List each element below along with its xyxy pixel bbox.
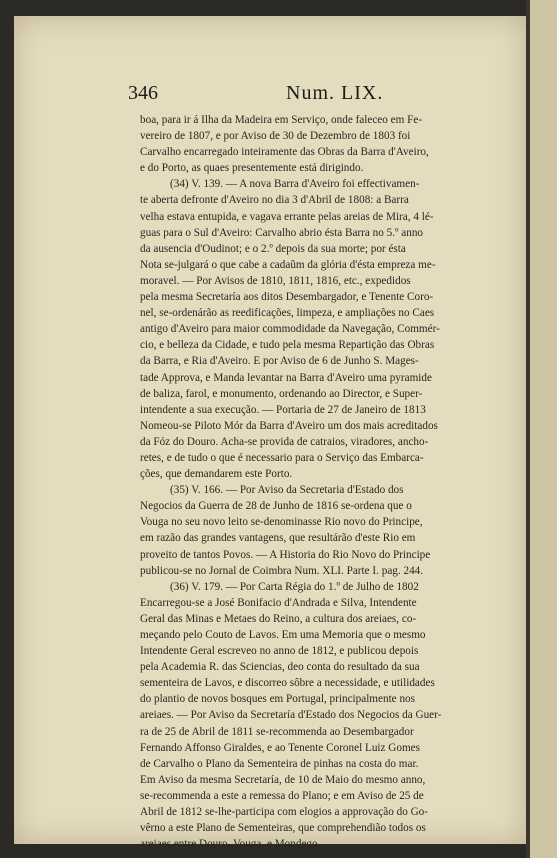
text-line: areiaes entre Douro, Vouga, e Mondego.	[140, 838, 321, 851]
text-line: da ausencia d'Oudinot; e o 2.º depois da sua morte; por ésta	[140, 242, 406, 255]
text-line: Nomeou-se Piloto Mór da Barra d'Aveiro um dos mais acreditados	[140, 419, 438, 432]
text-line: ções, que demandarem este Porto.	[140, 468, 293, 481]
text-line: velha estava entupida, e vagava errante pelas areias de Mira, 4 lé-	[140, 210, 434, 223]
text-line: Abril de 1812 se-lhe-participa com elogios a approvação do Go-	[140, 806, 428, 819]
page-body	[140, 112, 524, 852]
text-line: Nota se-julgará o que cabe a cadaũm da glória d'ésta empreza me-	[140, 258, 436, 271]
note-34-start: (34) V. 139. — A nova Barra d'Aveiro foi effectivamen-	[170, 178, 420, 191]
text-line: Intendente Geral escreveo no anno de 1812, e publicou depois	[140, 645, 419, 658]
text-line: Encarregou-se a José Bonifacio d'Andrada e Silva, Intendente	[140, 596, 417, 609]
text-line: cio, e belleza da Cidade, e tudo pela mesma Repartição das Obras	[140, 339, 435, 352]
text-line: meçando pelo Couto de Lavos. Em uma Memoria que o mesmo	[140, 629, 426, 641]
facing-page-edge	[530, 0, 557, 858]
text-line: tade Approva, e Manda levantar na Barra d'Aveiro uma pyramide	[140, 371, 432, 384]
text-line: guas para o Sul d'Aveiro: Carvalho abrio ésta Barra no 5.º anno	[140, 226, 424, 239]
text-line: do plantio de novos bosques em Portugal, principalmente nos	[140, 693, 415, 706]
text-line: moravel. — Por Avisos de 1810, 1811, 1816, etc., expedidos	[140, 274, 411, 287]
text-line: Negocios da Guerra de 28 de Junho de 1816 se-ordena que o	[140, 500, 412, 513]
text-line: antigo d'Aveiro para maior commodidade da Navegação, Commér-	[140, 323, 440, 336]
text-line: e do Porto, as quaes presentemente está dirigindo.	[140, 162, 364, 175]
text-line: Geral das Minas e Metaes do Reino, a cultura dos areiaes, co-	[140, 612, 417, 625]
text-line: Carvalho encarregado inteiramente das Obras da Barra d'Aveiro,	[140, 146, 429, 159]
text-line: boa, para ir á Ilha da Madeira em Serviço, onde faleceo em Fe-	[140, 114, 423, 126]
text-line: proveito de tantos Povos. — A Historia do Rio Novo do Principe	[140, 548, 431, 561]
text-line: de baliza, farol, e monumento, ordenando ao Director, e Super-	[140, 387, 423, 400]
text-line: se-recommenda a este a remessa do Plano; e em Aviso de 25 de	[140, 789, 424, 802]
text-line: pela mesma Secretaría aos ditos Desembargador, e Tenente Coro-	[140, 291, 434, 304]
text-line: pela Academia R. das Sciencias, deo conta do resultado da sua	[140, 661, 420, 674]
text-line: Em Aviso da mesma Secretaría, de 10 de Maio do mesmo anno,	[140, 773, 426, 786]
text-line: Fernando Affonso Giraldes, e ao Tenente Coronel Luiz Gomes	[140, 741, 420, 754]
page-title: Num. LIX.	[286, 82, 384, 104]
text-line: em razão das grandes vantagens, que resultárão d'este Rio em	[140, 532, 416, 545]
text-line: te aberta defronte d'Aveiro no dia 3 d'Abril de 1808: a Barra	[140, 194, 409, 207]
text-line: intendente a sua execução. — Portaria de 27 de Janeiro de 1813	[140, 403, 426, 416]
text-line: vêrno a este Plano de Sementeiras, que comprehendião todos os	[140, 822, 426, 835]
text-line: retes, e de tudo o que é necessario para o Serviço das Embarca-	[140, 451, 424, 464]
text-line: de Carvalho o Plano da Sementeira de pinhas na costa do mar.	[140, 757, 419, 770]
text-line: nel, se-ordenárão as reedificações, limpeza, e ampliações no Caes	[140, 307, 435, 320]
text-line: sementeira de Lavos, e discorreo sôbre a necessidade, e utilidades	[140, 677, 435, 690]
text-line: publicou-se no Jornal de Coimbra Num. XLI. Parte I. pag. 244.	[140, 564, 424, 577]
text-line: vereiro de 1807, e por Aviso de 30 de Dezembro de 1803 foi	[140, 130, 411, 143]
text-line: Vouga no seu novo leito se-denominasse Rio novo do Principe,	[140, 516, 423, 529]
text-line: da Barra, e Ria d'Aveiro. E por Aviso de 6 de Junho S. Mages-	[140, 355, 419, 368]
page-number: 346	[128, 82, 158, 104]
text-line: areiaes. — Por Aviso da Secretaría d'Estado dos Negocios da Guer-	[140, 709, 442, 722]
note-35-start: (35) V. 166. — Por Aviso da Secretaria d'Estado dos	[170, 484, 404, 497]
text-line: ra de 25 de Abril de 1811 se-recommenda ao Desembargador	[140, 725, 414, 738]
note-36-start: (36) V. 179. — Por Carta Régia do 1.º de Julho de 1802	[170, 580, 419, 593]
text-line: da Fóz do Douro. Acha-se provida de catraios, viradores, ancho-	[140, 435, 429, 448]
page-header	[128, 82, 520, 106]
